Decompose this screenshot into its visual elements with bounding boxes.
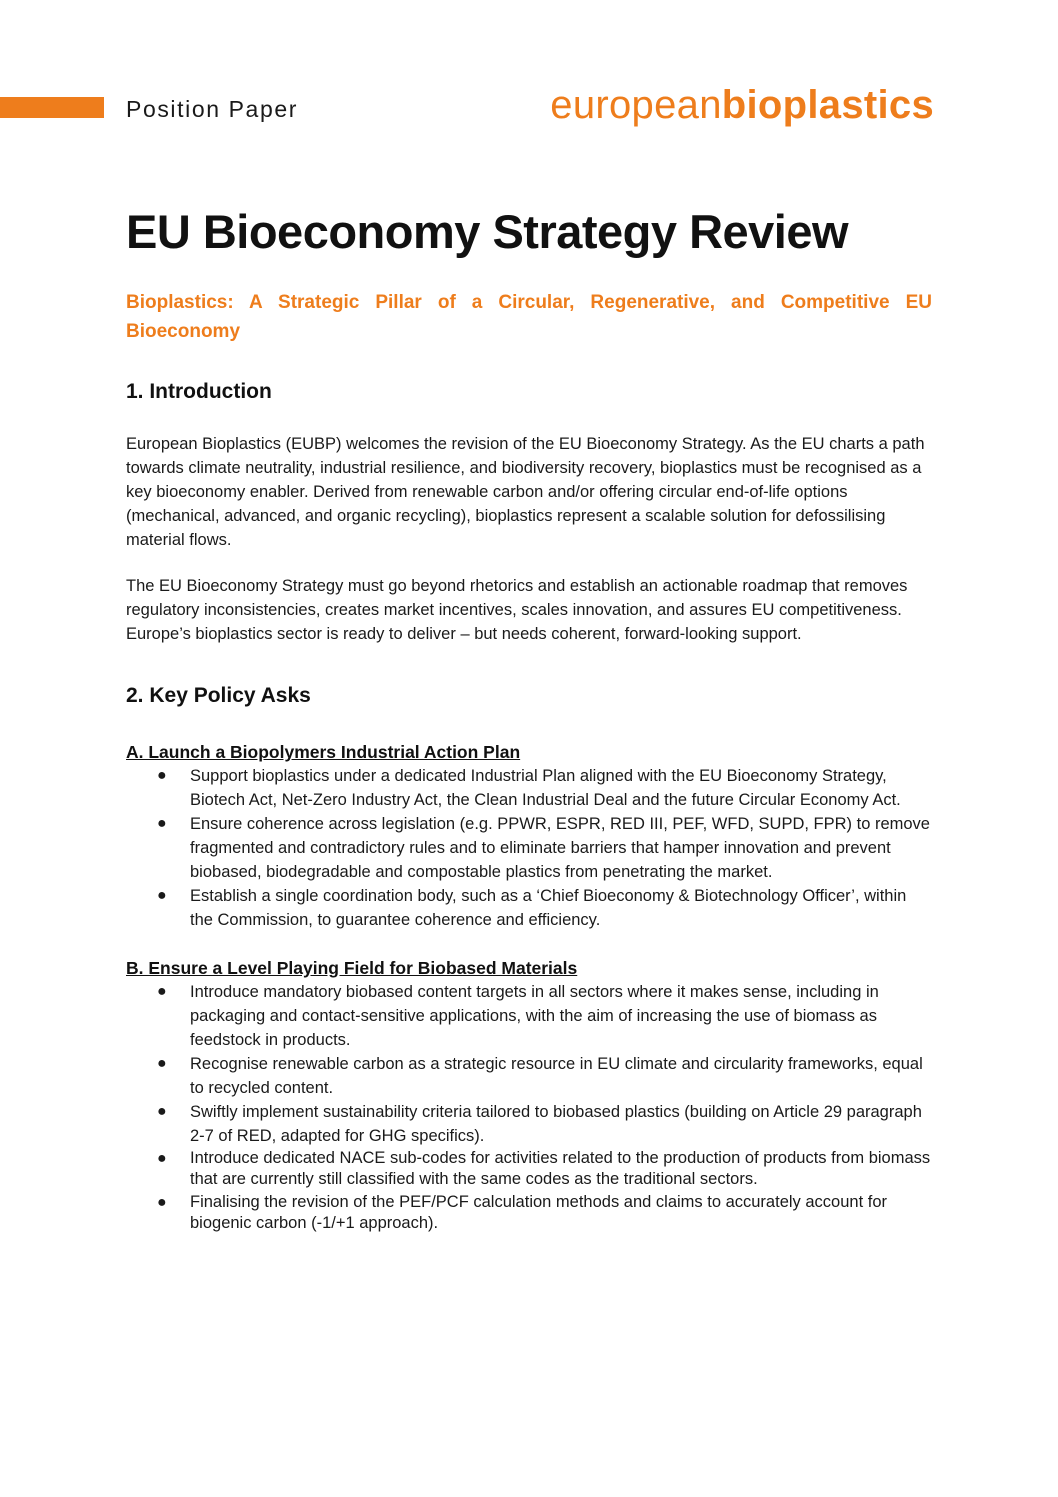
introduction-heading: 1. Introduction: [126, 380, 272, 403]
page-subtitle: Bioplastics: A Strategic Pillar of a Circular, Regenerative, and Competitive EU Bioeconomy: [126, 292, 932, 342]
bullet-text: Finalising the revision of the PEF/PCF calculation methods and claims to accurately account for biogenic carbon (-1/+1 approach).: [190, 1193, 887, 1232]
bullet-icon: ●: [157, 1103, 167, 1120]
bullet-icon: ●: [157, 815, 167, 832]
bullet-text: Introduce dedicated NACE sub-codes for activities related to the production of products from biomass that are currently still classified with the same codes as the traditional sectors.: [190, 1149, 931, 1188]
introduction-paragraph: The EU Bioeconomy Strategy must go beyond rhetorics and establish an actionable roadmap that removes regulatory inconsistencies, creates market incentives, scales innovation, and assures EU competitiveness. Europe’s bioplastics sector is ready to deliver – but needs coherent, forward-looking support.: [126, 577, 908, 643]
bullet-item: [126, 1100, 932, 1148]
policy-asks-heading: 2. Key Policy Asks: [126, 684, 311, 707]
document-type-label: Position Paper: [126, 96, 298, 122]
bullet-item: [126, 764, 932, 812]
bullet-text: Ensure coherence across legislation (e.g. PPWR, ESPR, RED III, PEF, WFD, SUPD, FPR) to remove fragmented and contradictory rules and to eliminate barriers that hamper innovation and prevent biobased, biodegradable and compostable plastics from penetrating the market.: [190, 815, 930, 881]
bullet-text: Establish a single coordination body, such as a ‘Chief Bioeconomy & Biotechnology Officer’, within the Commission, to guarantee coherence and efficiency.: [190, 887, 907, 929]
bullet-icon: ●: [157, 1150, 167, 1167]
bullet-item: [126, 1192, 932, 1234]
bullet-text: Recognise renewable carbon as a strategic resource in EU climate and circularity frameworks, equal to recycled content.: [190, 1055, 923, 1097]
bullet-icon: ●: [157, 1194, 167, 1211]
bullet-item: [126, 1148, 932, 1190]
bullet-item: [126, 884, 932, 932]
bullet-text: Support bioplastics under a dedicated Industrial Plan aligned with the EU Bioeconomy Strategy, Biotech Act, Net-Zero Industry Act, the Clean Industrial Deal and the future Circular Economy Act.: [190, 767, 901, 809]
bullet-text: Introduce mandatory biobased content targets in all sectors where it makes sense, including in packaging and contact-sensitive applications, with the aim of increasing the use of biomass as feedstock in products.: [190, 983, 879, 1049]
bullet-text: Swiftly implement sustainability criteria tailored to biobased plastics (building on Article 29 paragraph 2-7 of RED, adapted for GHG specifics).: [190, 1103, 922, 1145]
european-bioplastics-logo: [550, 80, 934, 130]
section-b-bullet-list: [126, 980, 932, 1234]
logo-text-bold: bioplastics: [721, 83, 934, 127]
section-a-bullet-list: [126, 764, 932, 932]
bullet-icon: ●: [157, 1055, 167, 1072]
logo-text-light: european: [550, 83, 722, 127]
section-a-heading: A. Launch a Biopolymers Industrial Action Plan: [126, 742, 521, 762]
section-b-heading: B. Ensure a Level Playing Field for Biobased Materials: [126, 958, 578, 978]
header-accent-bar: [0, 97, 104, 118]
bullet-icon: ●: [157, 983, 167, 1000]
page-title: EU Bioeconomy Strategy Review: [126, 205, 849, 258]
document-body: [126, 200, 932, 1236]
bullet-icon: ●: [157, 767, 167, 784]
bullet-item: [126, 812, 932, 884]
bullet-icon: ●: [157, 887, 167, 904]
bullet-item: [126, 980, 932, 1052]
bullet-item: [126, 1052, 932, 1100]
introduction-paragraph: European Bioplastics (EUBP) welcomes the revision of the EU Bioeconomy Strategy. As the EU charts a path towards climate neutrality, industrial resilience, and biodiversity recovery, bioplastics must be recognised as a key bioeconomy enabler. Derived from renewable carbon and/or offering circular end-of-life options (mechanical, advanced, and organic recycling), bioplastics represent a scalable solution for defossilising material flows.: [126, 435, 925, 549]
